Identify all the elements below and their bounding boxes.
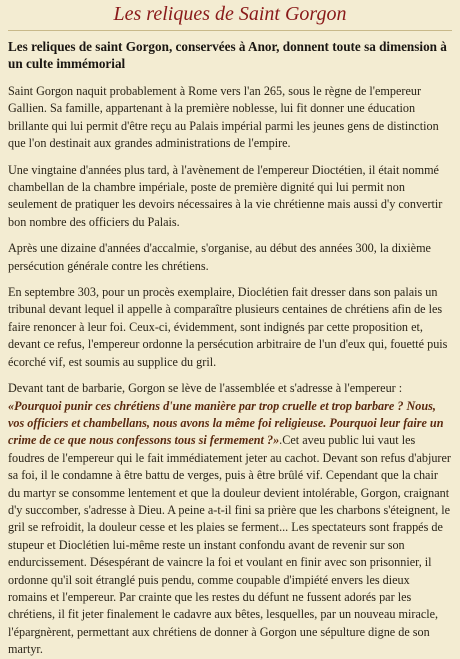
paragraph-persecution: Après une dizaine d'années d'accalmie, s'organise, au début des années 300, la dixième persécution générale contre les chrétiens. <box>8 241 431 273</box>
martyrdom-intro: Devant tant de barbarie, Gorgon se lève de l'assemblée et s'adresse à l'empereur : <box>8 381 403 396</box>
paragraph-trial: En septembre 303, pour un procès exemplaire, Dioclétien fait dresser dans son palais un tribunal devant lequel il appelle à comparaître plusieurs centaines de chrétiens afin de les faire renoncer à leur foi. Ceux-ci, évidemment, sont indignés par cette proposition et, devant ce refus, l'empereur ordonne la persécution arbitraire de l'un d'eux qui, fouetté puis écorché vif, est soumis au supplice du gril. <box>8 285 448 369</box>
gorgon-quote: «Pourquoi punir ces chrétiens d'une manière par trop cruelle et trop barbare ? Nous, vos officiers et chambellans, nous avons la même foi religieuse. Pourquoi leur faire un crime de ce que nous confessons tous si fermement ?» <box>8 398 444 448</box>
page-title: Les reliques de Saint Gorgon <box>113 3 347 25</box>
martyrdom-rest: .Cet aveu public lui vaut les foudres de l'empereur qui le fait immédiatement jeter au cachot. Devant son refus d'abjurer sa foi, il le condamne à être battu de verges, puis à être brûlé vif. Cependant que la chair du martyr se consomme lentement et que la douleur devient intolérable, Gorgon, craignant d'y succomber, s'adresse à Dieu. A peine a-t-il fini sa prière que les charbons s'éteignent, le gril se refroidit, la douleur cesse et les plaies se ferment... Les spectateurs sont frappés de stupeur et Dioclétien lui-même reste un instant confondu avant de revenir sur son endurcissement. Désespérant de vaincre la foi et voulant en finir avec son prisonnier, il ordonne qu'il soit étranglé puis pendu, comme coupable d'impiété envers les dieux romains et l'empereur. Par crainte que les restes du défunt ne fussent adorés par les chrétiens, il fit jeter finalement le cadavre aux bêtes, lesquelles, par un nouveau miracle, l'épargnèrent, permettant aux chrétiens de donner à Gorgon une sépulture digne de son martyr. <box>8 433 451 657</box>
paragraph-chamberlain: Une vingtaine d'années plus tard, à l'avènement de l'empereur Dioctétien, il était nommé chambellan de la chambre impériale, poste de première dignité qui lui permit non seulement de pratiquer les devoirs nécessaires à la vie chrétienne mais aussi d'y convertir bon nombre des officiers du Palais. <box>8 162 443 229</box>
paragraph-martyrdom <box>8 380 452 659</box>
title-divider <box>8 30 452 31</box>
article-subtitle: Les reliques de saint Gorgon, conservées à Anor, donnent toute sa dimension à un culte immémorial <box>8 39 447 71</box>
paragraph-birth: Saint Gorgon naquit probablement à Rome vers l'an 265, sous le règne de l'empereur Gallien. Sa famille, appartenant à la première noblesse, lui fit donner une éducation brillante qui lui permit d'être reçu au Palais impérial parmi les jeunes gens de distinction que l'on destinait aux grandes administrations de l'empire. <box>8 84 439 151</box>
